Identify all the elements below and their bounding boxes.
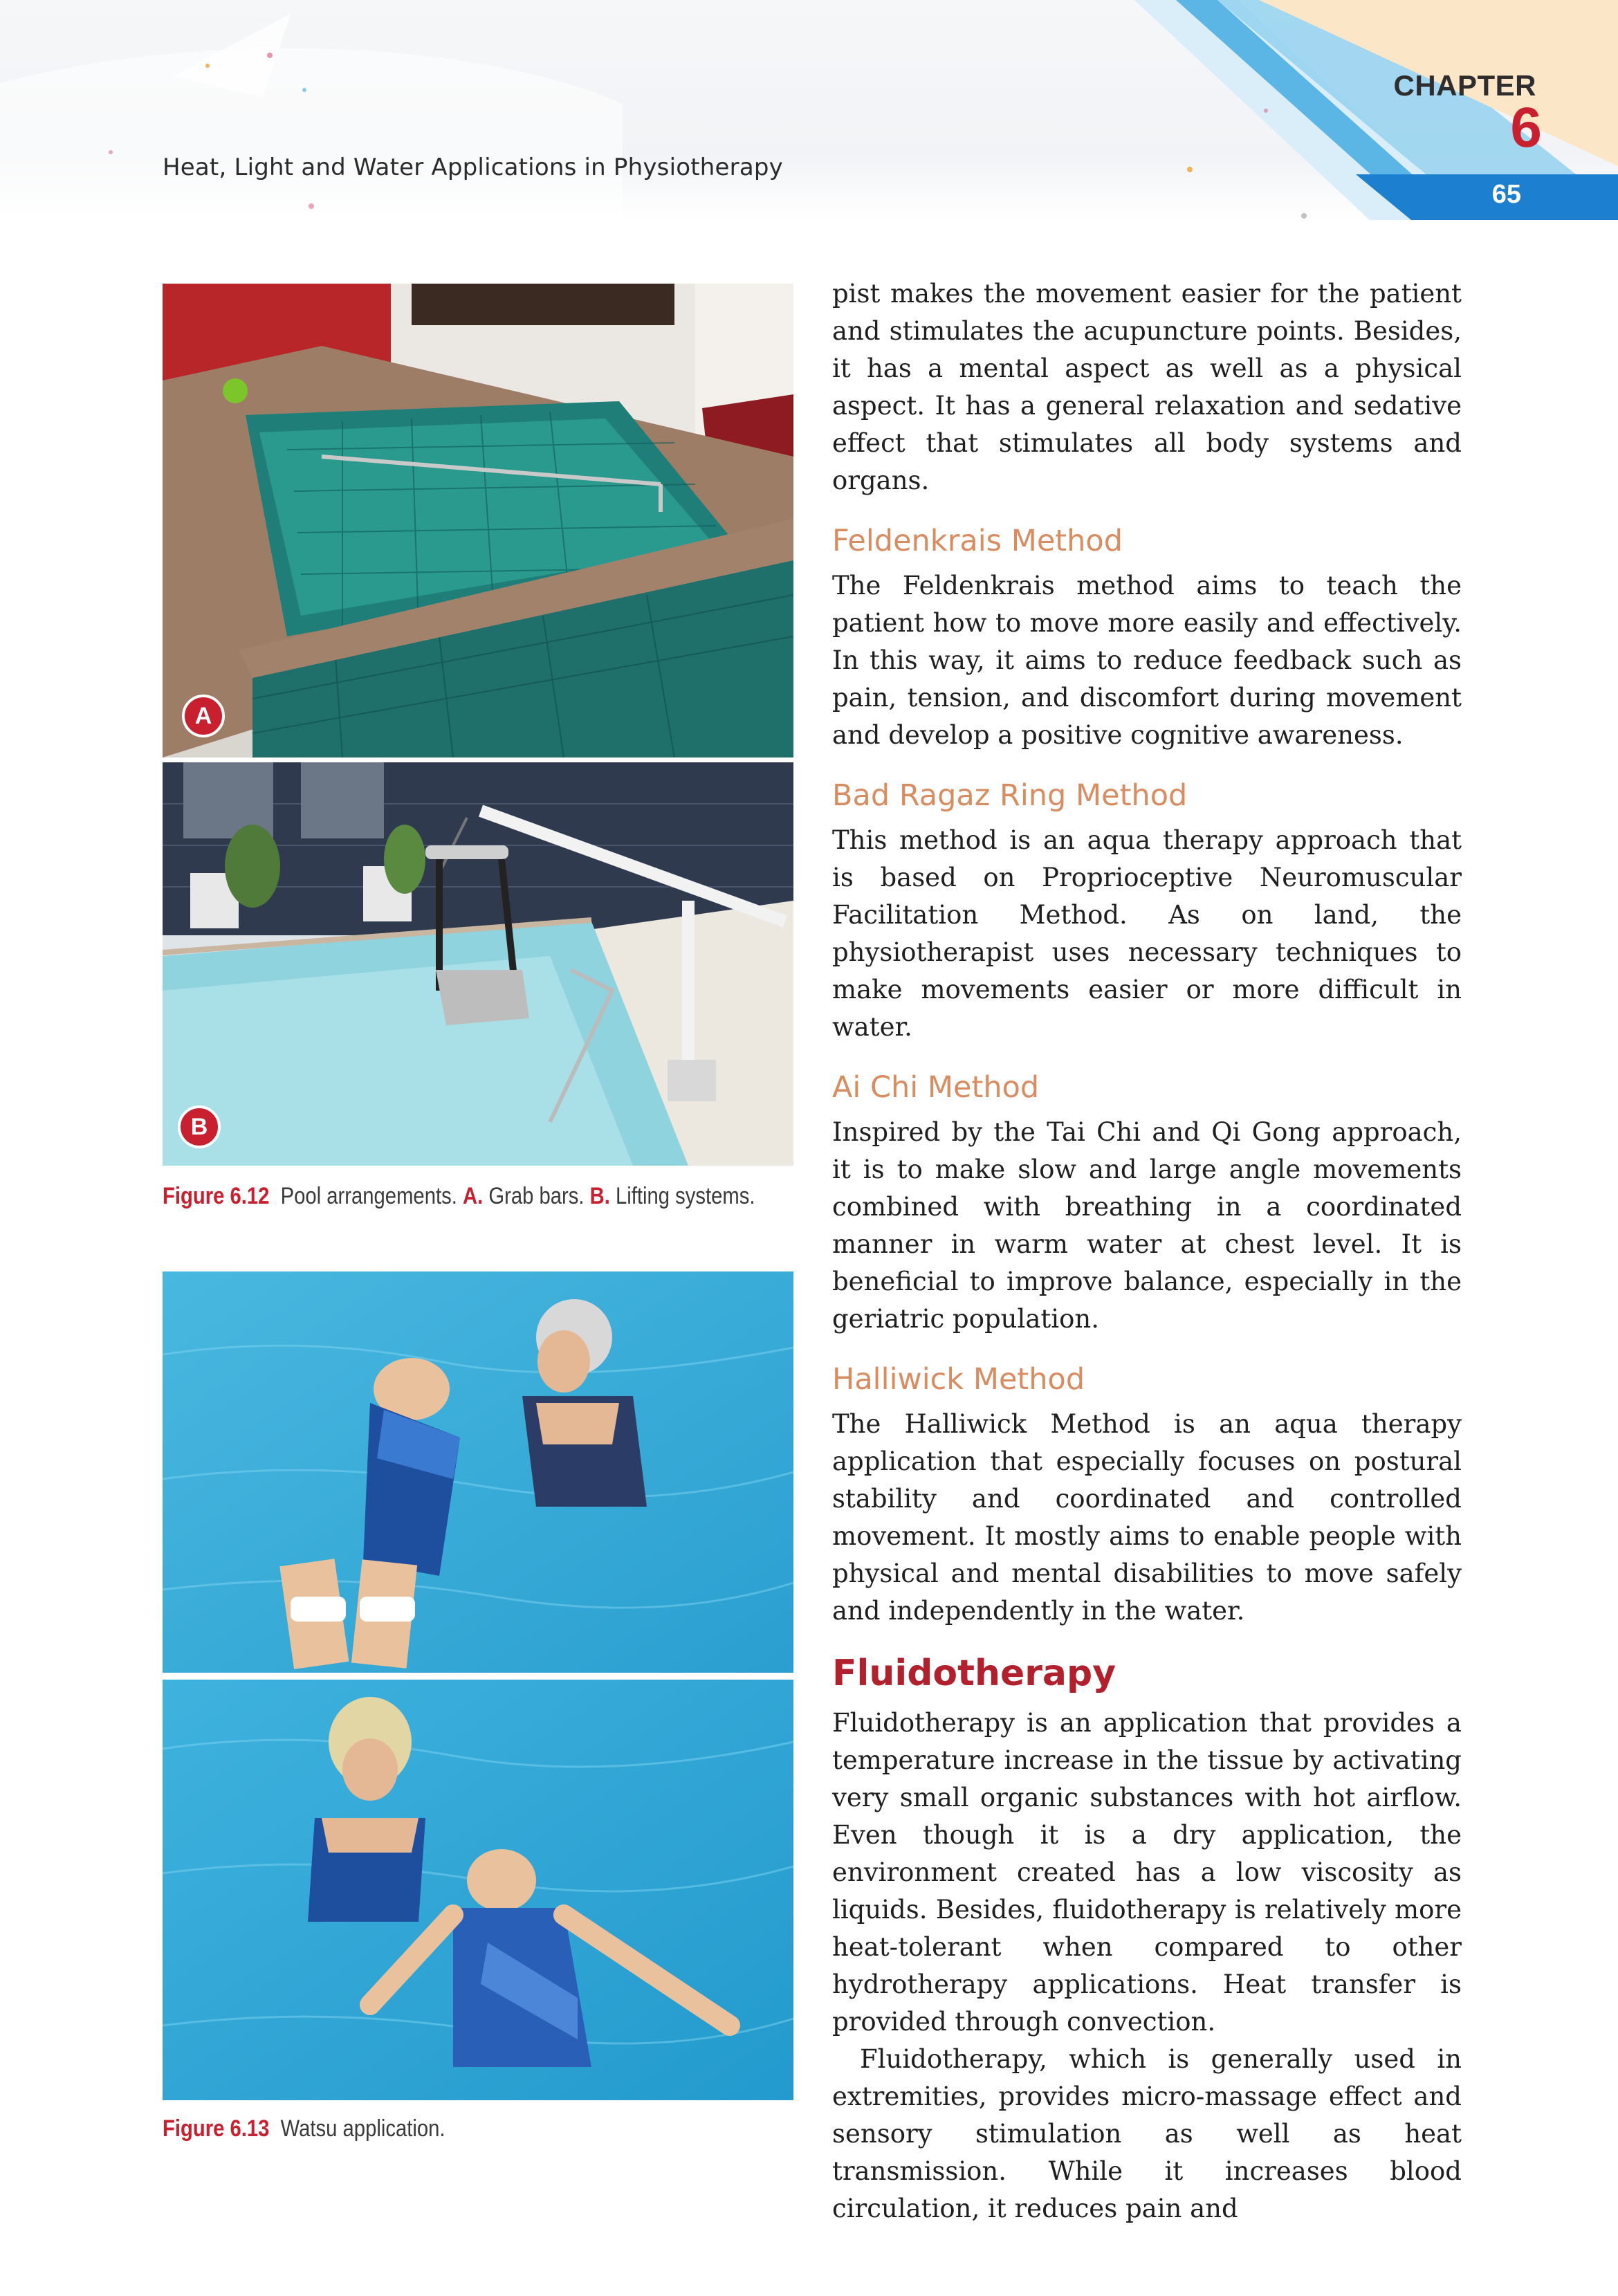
page-header (0, 0, 1618, 220)
caption-text: Pool arrangements. (280, 1183, 457, 1209)
intro-paragraph: pist makes the movement easier for the patient and stimulates the acupuncture points. Besides, it has a mental aspect as well as a physical aspect. It has a general relaxation and sedative effect that stimulates all body systems and organs. (832, 279, 1462, 495)
caption-letter-b: B. (589, 1183, 610, 1209)
caption-text: Grab bars. (488, 1183, 585, 1209)
fluidotherapy-heading: Fluidotherapy (832, 1653, 1116, 1694)
fluidotherapy-paragraph-1: Fluidotherapy is an application that provides a temperature increase in the tissue by activating very small organic substances with hot airflow. Even though it is a dry application, the environment created has a low viscosity as liquids. Besides, fluidotherapy is relatively more heat-tolerant when compared to other hydrotherapy applications. Heat transfer is provided through convection. (832, 1708, 1462, 2037)
text-column (832, 275, 1462, 2228)
page-number: 65 (1491, 180, 1521, 209)
ai-chi-heading: Ai Chi Method (832, 1070, 1040, 1105)
header-decoration (0, 0, 1618, 220)
running-title: Heat, Light and Water Applications in Physiotherapy (163, 154, 783, 181)
bad-ragaz-heading: Bad Ragaz Ring Method (832, 778, 1188, 813)
ai-chi-paragraph: Inspired by the Tai Chi and Qi Gong approach, it is to make slow and large angle movements combined with breathing in a coordinated manner in warm water at chest level. It is beneficial to improve balance, especially in the geriatric population. (832, 1117, 1462, 1334)
figure-6-13-photo-top (163, 1271, 793, 1673)
caption-letter-a: A. (462, 1183, 484, 1209)
caption-text: Lifting systems. (615, 1183, 755, 1209)
feldenkrais-heading: Feldenkrais Method (832, 524, 1123, 558)
figure-6-13-caption (163, 2115, 445, 2142)
panel-a-badge: A (182, 695, 225, 737)
panel-b-badge: B (178, 1105, 221, 1148)
figure-label: Figure 6.13 (163, 2115, 270, 2142)
figure-6-13-photo-bottom (163, 1680, 793, 2100)
bad-ragaz-paragraph: This method is an aqua therapy approach that is based on Proprioceptive Neuromuscular Facilitation Method. As on land, the physiotherapist uses necessary techniques to make movements easier or more difficult in water. (832, 825, 1462, 1042)
fluidotherapy-paragraph-2: Fluidotherapy, which is generally used in extremities, provides micro-massage effect and sensory stimulation as well as heat transmission. While it increases blood circulation, it reduces pain and (832, 2044, 1462, 2223)
feldenkrais-paragraph: The Feldenkrais method aims to teach the patient how to move more easily and effectively. In this way, it aims to reduce feedback such as pain, tension, and discomfort during movement and develop a positive cognitive awareness. (832, 571, 1462, 750)
chapter-label: CHAPTER (1393, 69, 1536, 102)
halliwick-paragraph: The Halliwick Method is an aqua therapy application that especially focuses on postural stability and coordinated and controlled movement. It mostly aims to enable people with physical and mental disabilities to move safely and independently in the water. (832, 1409, 1462, 1626)
halliwick-heading: Halliwick Method (832, 1362, 1085, 1397)
figure-6-12-photo-b (163, 762, 793, 1166)
chapter-number: 6 (1510, 96, 1542, 159)
figure-6-12-caption (163, 1183, 755, 1210)
figure-label: Figure 6.12 (163, 1183, 270, 1209)
figure-6-12-photo-a (163, 284, 793, 757)
caption-text: Watsu application. (280, 2115, 445, 2142)
